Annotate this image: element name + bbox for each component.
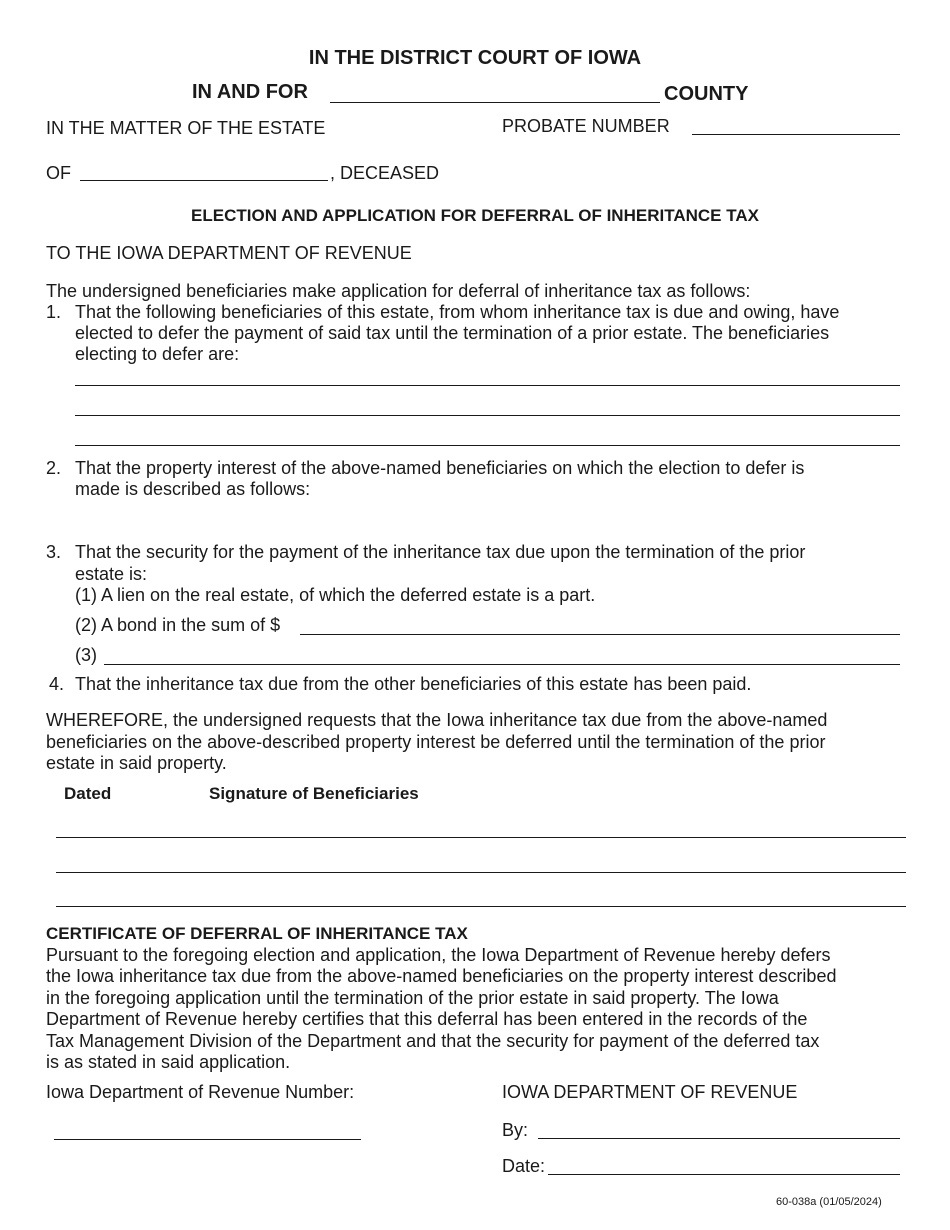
county-label: COUNTY [664, 83, 749, 105]
by-label: By: [502, 1120, 529, 1140]
item-1-line-1: That the following beneficiaries of this estate, from whom inheritance tax is due and owing, have [75, 302, 840, 322]
date-field[interactable] [548, 1174, 900, 1175]
addressee: TO THE IOWA DEPARTMENT OF REVENUE [46, 243, 412, 263]
county-field[interactable] [330, 102, 660, 103]
court-title: IN THE DISTRICT COURT OF IOWA [308, 47, 642, 69]
item-1-number: 1. [46, 302, 62, 322]
wherefore-line-1: WHEREFORE, the undersigned requests that the Iowa inheritance tax due from the above-named [46, 710, 828, 730]
signature-line-2[interactable] [56, 872, 906, 873]
deceased-label: , DECEASED [330, 163, 440, 183]
form-id: 60-038a (01/05/2024) [776, 1196, 882, 1208]
certificate-line-1: Pursuant to the foregoing election and application, the Iowa Department of Revenue hereby defers [46, 945, 831, 965]
item-1-line-3: electing to defer are: [75, 344, 240, 364]
security-option-1: (1) A lien on the real estate, of which the deferred estate is a part. [75, 585, 596, 605]
date-label: Date: [502, 1156, 546, 1176]
dept-number-field[interactable] [54, 1139, 361, 1140]
item-1-line-2: elected to defer the payment of said tax until the termination of a prior estate. The beneficiaries [75, 323, 830, 343]
probate-number-field[interactable] [692, 134, 900, 135]
of-label: OF [46, 163, 71, 183]
signature-line-3[interactable] [56, 906, 906, 907]
dated-header: Dated [64, 784, 112, 803]
certificate-title: CERTIFICATE OF DEFERRAL OF INHERITANCE TAX [46, 924, 468, 943]
item-2-line-1: That the property interest of the above-named beneficiaries on which the election to defer is [75, 458, 805, 478]
form-title: ELECTION AND APPLICATION FOR DEFERRAL OF INHERITANCE TAX [191, 206, 759, 225]
item-3-number: 3. [46, 542, 62, 562]
beneficiary-line-2[interactable] [75, 415, 900, 416]
certificate-line-2: the Iowa inheritance tax due from the above-named beneficiaries on the property interest described [46, 966, 837, 986]
decedent-name-field[interactable] [80, 180, 328, 181]
wherefore-line-3: estate in said property. [46, 753, 227, 773]
matter-of-estate-label: IN THE MATTER OF THE ESTATE [46, 118, 326, 138]
wherefore-line-2: beneficiaries on the above-described property interest be deferred until the termination of the prior [46, 732, 826, 752]
certificate-line-3: in the foregoing application until the termination of the prior estate in said property. The Iowa [46, 988, 779, 1008]
dept-number-label: Iowa Department of Revenue Number: [46, 1082, 355, 1102]
signature-line-1[interactable] [56, 837, 906, 838]
item-2-number: 2. [46, 458, 62, 478]
security-option-3-label: (3) [75, 645, 97, 665]
by-signature-field[interactable] [538, 1138, 900, 1139]
item-4-text: That the inheritance tax due from the other beneficiaries of this estate has been paid. [75, 674, 752, 694]
beneficiary-line-3[interactable] [75, 445, 900, 446]
item-4-number: 4. [49, 674, 65, 694]
certificate-line-6: is as stated in said application. [46, 1052, 291, 1072]
certificate-line-5: Tax Management Division of the Department and that the security for payment of the deferred tax [46, 1031, 820, 1051]
other-security-field[interactable] [104, 664, 900, 665]
item-3-line-1: That the security for the payment of the inheritance tax due upon the termination of the prior [75, 542, 806, 562]
bond-amount-field[interactable] [300, 634, 900, 635]
probate-number-label: PROBATE NUMBER [502, 116, 670, 136]
signature-header: Signature of Beneficiaries [209, 784, 419, 803]
item-3-line-2: estate is: [75, 564, 148, 584]
certificate-line-4: Department of Revenue hereby certifies that this deferral has been entered in the records of the [46, 1009, 808, 1029]
in-and-for-label: IN AND FOR [192, 81, 308, 103]
security-option-2-label: (2) A bond in the sum of $ [75, 615, 281, 635]
item-2-line-2: made is described as follows: [75, 479, 311, 499]
intro-text: The undersigned beneficiaries make application for deferral of inheritance tax as follows: [46, 281, 751, 301]
dept-name: IOWA DEPARTMENT OF REVENUE [502, 1082, 798, 1102]
beneficiary-line-1[interactable] [75, 385, 900, 386]
